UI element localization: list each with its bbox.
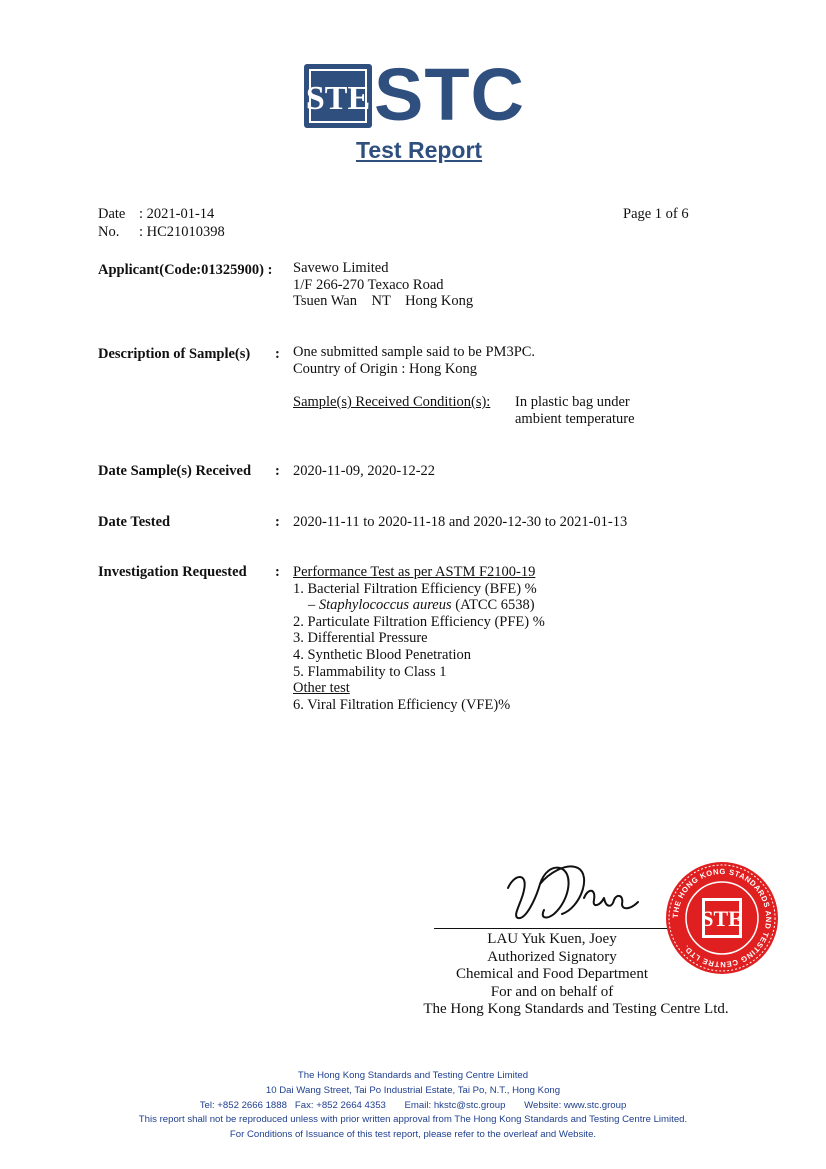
received-label: Date Sample(s) Received xyxy=(98,463,252,479)
footer xyxy=(0,1069,826,1143)
signatory-title: Authorized Signatory xyxy=(487,948,617,965)
other-test-heading: Other test xyxy=(293,680,350,697)
signature-icon xyxy=(500,858,650,928)
footer-company: The Hong Kong Standards and Testing Centre Limited xyxy=(297,1070,529,1081)
condition-value xyxy=(515,394,635,427)
organism-name: Staphylococcus aureus xyxy=(318,597,452,614)
received-value: 2020-11-09, 2020-12-22 xyxy=(293,463,436,479)
footer-contact: Tel: +852 2666 1888 Fax: +852 2664 4353 Email: hkstc@stc.group Website: www.stc.group xyxy=(199,1099,627,1111)
investigation-heading: Performance Test as per ASTM F2100-19 xyxy=(293,564,536,580)
list-item-sub xyxy=(293,597,545,614)
list-item: 3. Differential Pressure xyxy=(293,630,428,647)
description-line: Country of Origin : Hong Kong xyxy=(293,360,478,377)
footer-address: 10 Dai Wang Street, Tai Po Industrial Estate, Tai Po, N.T., Hong Kong xyxy=(265,1084,561,1096)
applicant-label: Applicant(Code:01325900) : xyxy=(98,262,273,278)
dash: – xyxy=(308,597,319,614)
list-item: 1. Bacterial Filtration Efficiency (BFE) % xyxy=(293,580,537,597)
emblem-text: STE xyxy=(305,80,371,117)
description-line: One submitted sample said to be PM3PC. xyxy=(293,344,536,360)
no-label: No. xyxy=(98,224,120,240)
list-item: 5. Flammability to Class 1 xyxy=(293,663,447,680)
signatory-name: LAU Yuk Kuen, Joey xyxy=(487,931,617,947)
tested-colon: : xyxy=(275,514,280,530)
header-no xyxy=(98,224,225,241)
stc-logo xyxy=(304,53,544,136)
condition-line: In plastic bag under xyxy=(515,394,630,410)
applicant-line: Savewo Limited xyxy=(293,260,389,276)
date-value: : 2021-01-14 xyxy=(139,206,215,222)
investigation-colon: : xyxy=(275,564,280,580)
footer-reproduction-notice: This report shall not be reproduced unless with prior written approval from The Hong Kong Standards and Testing Centre Limited. xyxy=(138,1114,688,1126)
condition-line: ambient temperature xyxy=(515,410,635,427)
signatory-department: Chemical and Food Department xyxy=(455,966,649,983)
description-label: Description of Sample(s) xyxy=(98,346,251,362)
condition-label: Sample(s) Received Condition(s): xyxy=(293,394,491,410)
footer-conditions-notice: For Conditions of Issuance of this test report, please refer to the overleaf and Website. xyxy=(229,1129,597,1141)
received-colon: : xyxy=(275,463,280,479)
ste-emblem-icon xyxy=(304,64,372,128)
applicant-details xyxy=(293,260,473,310)
signatory-block xyxy=(400,931,752,1019)
applicant-line: 1/F 266-270 Texaco Road xyxy=(293,276,444,293)
description-colon: : xyxy=(275,346,280,362)
applicant-line: Tsuen Wan NT Hong Kong xyxy=(293,293,474,310)
report-title: Test Report xyxy=(356,137,483,163)
description-details xyxy=(293,344,535,377)
no-value: : HC21010398 xyxy=(139,224,225,240)
page-number: Page 1 of 6 xyxy=(623,206,689,222)
tested-value: 2020-11-11 to 2020-11-18 and 2020-12-30 to 2021-01-13 xyxy=(293,514,628,530)
strain-id: (ATCC 6538) xyxy=(451,597,535,614)
investigation-label: Investigation Requested xyxy=(98,564,247,580)
investigation-list xyxy=(293,564,545,713)
signatory-behalf: For and on behalf of xyxy=(490,983,614,1000)
list-item: 6. Viral Filtration Efficiency (VFE)% xyxy=(293,696,511,713)
tested-label: Date Tested xyxy=(98,514,171,530)
list-item: 2. Particulate Filtration Efficiency (PFE) % xyxy=(293,613,545,630)
signature-line xyxy=(434,928,674,929)
date-label: Date xyxy=(98,206,126,222)
header-date xyxy=(98,206,215,223)
signatory-company: The Hong Kong Standards and Testing Centre Ltd. xyxy=(423,1001,729,1018)
brand-name: STC xyxy=(374,53,525,136)
seal-ring-text: THE HONG KONG STANDARDS AND TESTING CENTRE LTD. xyxy=(670,866,774,970)
seal-emblem-text: STE xyxy=(701,906,743,931)
list-item: 4. Synthetic Blood Penetration xyxy=(293,646,472,663)
